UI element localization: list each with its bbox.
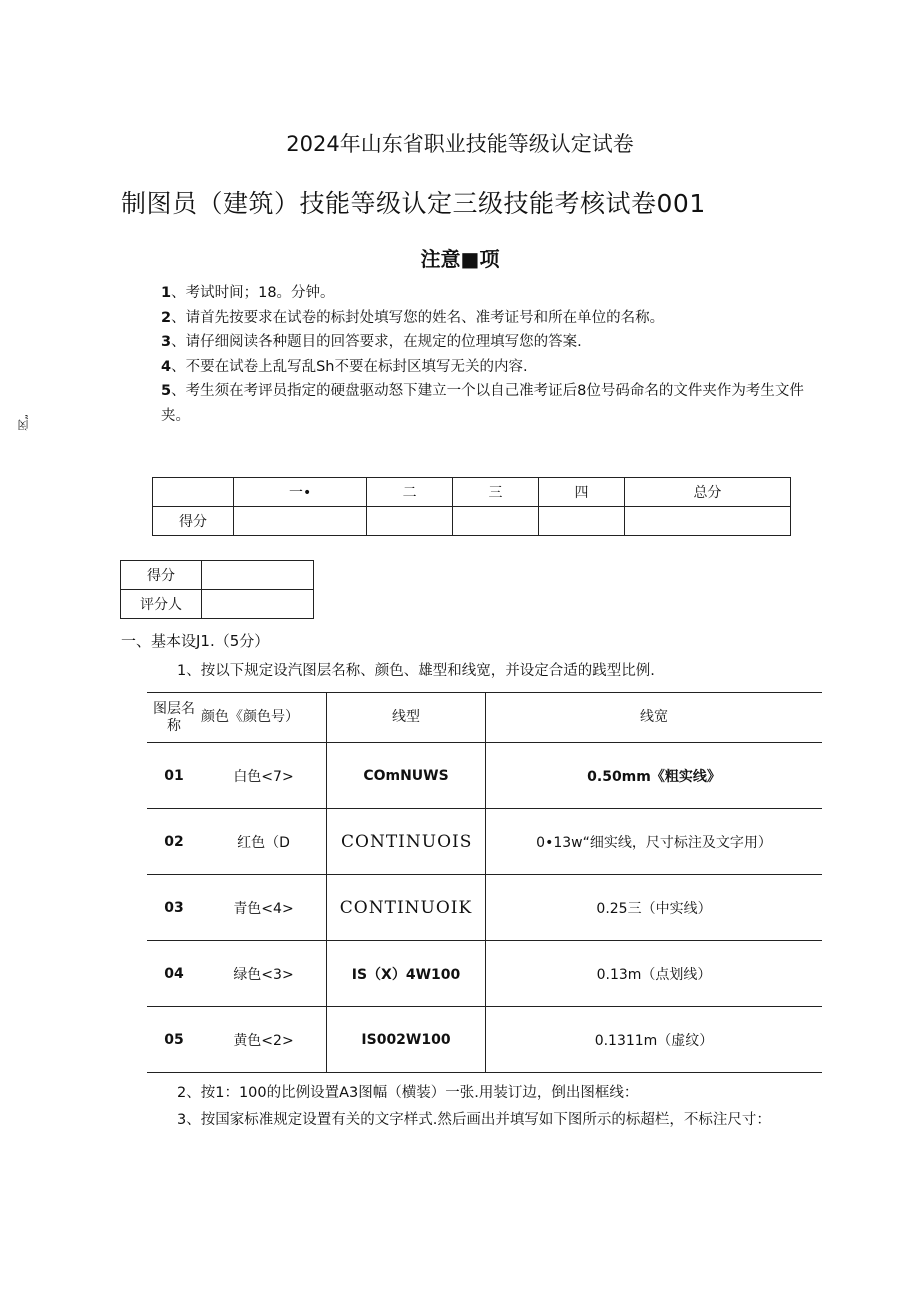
score-header-cell: 总分	[624, 478, 790, 507]
layer-row	[147, 941, 822, 1007]
layer-width: 0.50mm《粗实线》	[486, 743, 823, 809]
layer-header-width: 线宽	[486, 693, 823, 743]
section-heading: 一、基本设J1.（5分）	[121, 632, 270, 650]
layer-row	[147, 875, 822, 941]
layer-name: 02	[147, 809, 201, 875]
layer-name: 04	[147, 941, 201, 1007]
layer-color: 白色<7>	[201, 743, 327, 809]
layer-linetype: COmNUWS	[327, 743, 486, 809]
grader-score-label: 得分	[121, 561, 202, 590]
score-table	[152, 477, 791, 536]
score-header-cell: 一•	[234, 478, 367, 507]
question-3: 3、按国家标准规定设置有关的文字样式.然后画出并填写如下图所示的标超栏，不标注尺寸：	[177, 1112, 771, 1128]
score-header-cell	[153, 478, 234, 507]
score-header-cell: 四	[539, 478, 625, 507]
layer-row	[147, 809, 822, 875]
score-table-row	[153, 507, 791, 536]
layer-color: 绿色<3>	[201, 941, 327, 1007]
note-item: 1、考试时间；18。分钟。	[161, 285, 335, 301]
layer-row	[147, 1007, 822, 1073]
layer-name: 01	[147, 743, 201, 809]
grader-name-label: 评分人	[121, 590, 202, 619]
note-item: 5、考生须在考评员指定的硬盘驱动怒下建立一个以自己准考证后8位号码命名的文件夹作为考生文件夹。	[161, 383, 804, 424]
score-row-label: 得分	[153, 507, 234, 536]
exam-subtitle: 制图员（建筑）技能等级认定三级技能考核试卷001	[121, 189, 706, 218]
layer-row	[147, 743, 822, 809]
notes-list	[161, 281, 826, 428]
note-item: 2、请首先按要求在试卷的标封处填写您的姓名、准考证号和所在单位的名称。	[161, 309, 665, 326]
layer-header-name: 图层名称	[147, 693, 201, 743]
score-cell[interactable]	[453, 507, 539, 536]
layer-color: 红色（D	[201, 809, 327, 875]
score-cell[interactable]	[624, 507, 790, 536]
layer-linetype: CONTINUOIK	[327, 875, 486, 941]
score-cell[interactable]	[367, 507, 453, 536]
layer-color: 青色<4>	[201, 875, 327, 941]
layer-width: 0.13m（点划线）	[486, 941, 823, 1007]
layer-linetype: IS（X）4W100	[327, 941, 486, 1007]
layer-table-header-row	[147, 693, 822, 743]
layer-linetype: CONTINUOIS	[327, 809, 486, 875]
score-cell[interactable]	[234, 507, 367, 536]
layer-header-linetype: 线型	[327, 693, 486, 743]
score-header-cell: 二	[367, 478, 453, 507]
question-2: 2、按1：100的比例设置A3图幅（横装）一张.用装订边，倒出图框线：	[177, 1085, 639, 1101]
margin-mark: 闵„	[17, 414, 30, 431]
layer-name: 05	[147, 1007, 201, 1073]
exam-title: 2024年山东省职业技能等级认定试卷	[286, 132, 634, 156]
layer-width: 0.25三（中实线）	[486, 875, 823, 941]
layer-width: 0•13w“细实线，尺寸标注及文字用）	[486, 809, 823, 875]
note-item: 4、不要在试卷上乱写乱Sh不要在标封区填写无关的内容.	[161, 358, 528, 375]
layer-linetype: IS002W100	[327, 1007, 486, 1073]
layer-color: 黄色<2>	[201, 1007, 327, 1073]
question-1: 1、按以下规定设汽图层名称、颜色、雄型和线宽，并设定合适的践型比例.	[177, 663, 655, 679]
grader-table	[120, 560, 314, 619]
score-cell[interactable]	[539, 507, 625, 536]
grader-name-cell[interactable]	[202, 590, 314, 619]
layer-name: 03	[147, 875, 201, 941]
score-header-cell: 三	[453, 478, 539, 507]
grader-score-cell[interactable]	[202, 561, 314, 590]
score-table-header-row	[153, 478, 791, 507]
layer-width: 0.1311m（虚纹）	[486, 1007, 823, 1073]
layer-table	[147, 692, 822, 1073]
note-item: 3、请仔细阅读各种题目的回答要求，在规定的位理填写您的答案.	[161, 334, 582, 350]
layer-header-color: 颜色《颜色号）	[201, 693, 327, 743]
notice-heading: 注意■项	[420, 247, 500, 271]
